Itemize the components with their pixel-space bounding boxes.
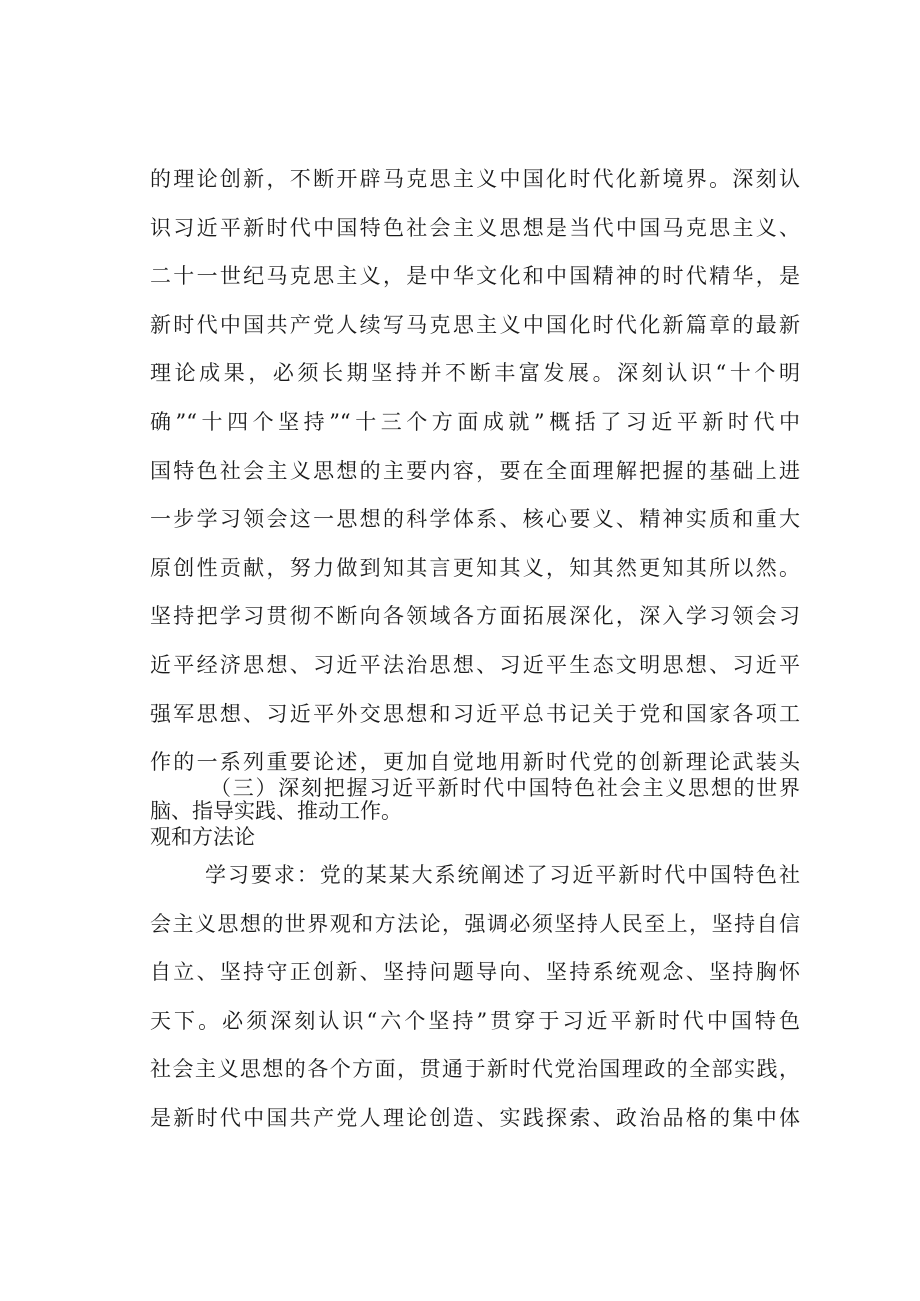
paragraph-line: 确”“十四个坚持”“十三个方面成就”概括了习近平新时代中 <box>150 409 800 434</box>
paragraph-line: 强军思想、习近平外交思想和习近平总书记关于党和国家各项工 <box>150 701 800 726</box>
paragraph-line: 识习近平新时代中国特色社会主义思想是当代中国马克思主义、 <box>150 215 800 240</box>
paragraph-line: 会主义思想的世界观和方法论，强调必须坚持人民至上，坚持自信 <box>150 911 800 936</box>
paragraph-1 <box>150 155 800 835</box>
paragraph-line: 脑、指导实践、推动工作。 <box>150 798 402 823</box>
paragraph-line: 作的一系列重要论述，更加自觉地用新时代党的创新理论武装头 <box>150 750 800 775</box>
paragraph-line: 新时代中国共产党人续写马克思主义中国化时代化新篇章的最新 <box>150 312 800 337</box>
paragraph-line: 一步学习领会这一思想的科学体系、核心要义、精神实质和重大 <box>150 507 800 532</box>
paragraph-line: 是新时代中国共产党人理论创造、实践探索、政治品格的集中体 <box>150 1105 800 1130</box>
paragraph-2 <box>150 851 800 1143</box>
heading-line: （三）深刻把握习近平新时代中国特色社会主义思想的世界 <box>210 776 800 800</box>
paragraph-line: 社会主义思想的各个方面，贯通于新时代党治国理政的全部实践， <box>150 1057 800 1082</box>
paragraph-line: 的理论创新，不断开辟马克思主义中国化时代化新境界。深刻认 <box>150 167 800 191</box>
paragraph-line: 原创性贡献，努力做到知其言更知其义，知其然更知其所以然。 <box>150 555 800 580</box>
paragraph-line: 国特色社会主义思想的主要内容，要在全面理解把握的基础上进 <box>150 458 800 483</box>
section-heading-3 <box>150 764 800 861</box>
paragraph-line: 二十一世纪马克思主义，是中华文化和中国精神的时代精华，是 <box>150 264 800 289</box>
paragraph-line: 天下。必须深刻认识“六个坚持”贯穿于习近平新时代中国特色 <box>150 1008 800 1033</box>
heading-line: 观和方法论 <box>150 824 255 849</box>
paragraph-line: 自立、坚持守正创新、坚持问题导向、坚持系统观念、坚持胸怀 <box>150 960 800 985</box>
paragraph-line: 近平经济思想、习近平法治思想、习近平生态文明思想、习近平 <box>150 652 800 677</box>
paragraph-line: 坚持把学习贯彻不断向各领域各方面拓展深化，深入学习领会习 <box>150 604 800 629</box>
paragraph-line: 理论成果，必须长期坚持并不断丰富发展。深刻认识“十个明 <box>150 361 800 386</box>
paragraph-line: 学习要求：党的某某大系统阐述了习近平新时代中国特色社 <box>205 863 800 887</box>
